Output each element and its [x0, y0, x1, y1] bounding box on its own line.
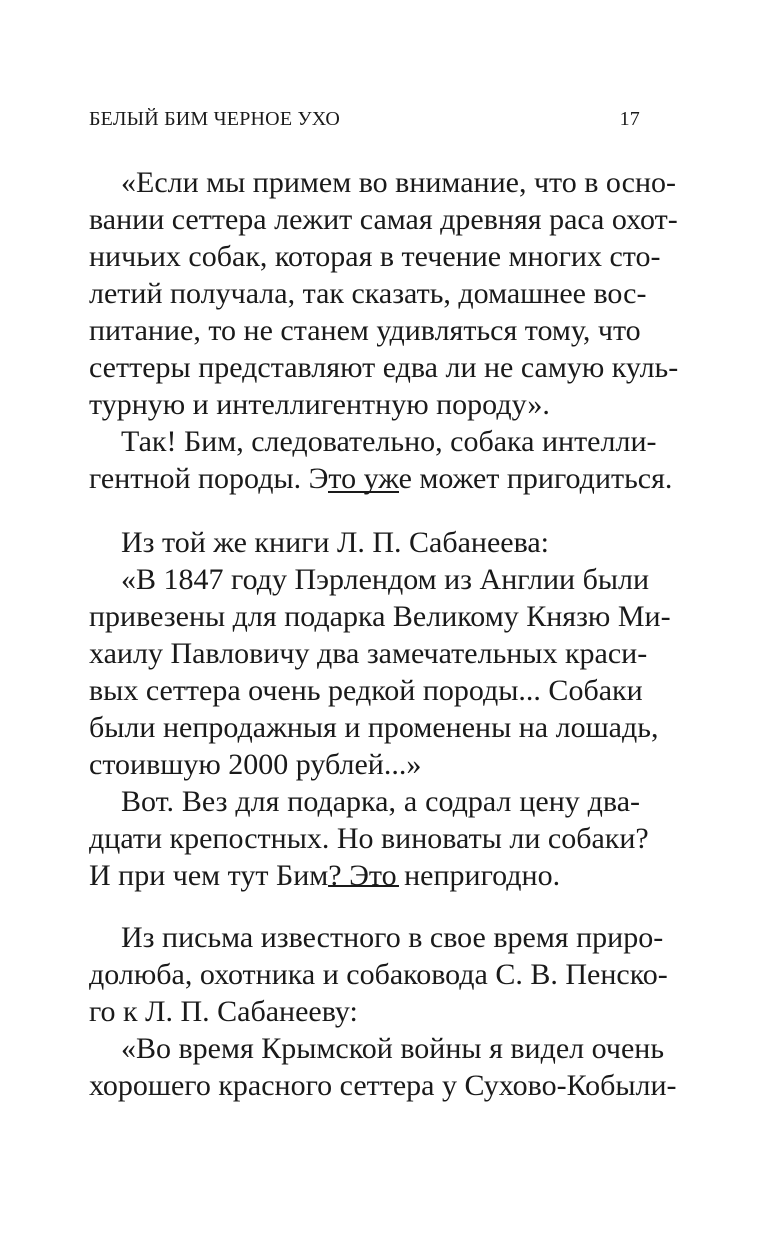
paragraph — [89, 524, 640, 561]
text-line: Из письма известного в свое время приро- — [121, 921, 664, 954]
text-line: Так! Бим, следовательно, собака интелли- — [121, 425, 657, 458]
paragraph — [89, 423, 673, 497]
paragraph — [89, 164, 679, 423]
text-line: хорошего красного сеттера у Сухово-Кобыли- — [89, 1069, 677, 1102]
text-line: долюба, охотника и собаковода С. В. Пенско- — [89, 958, 668, 991]
text-line: дцати крепостных. Но виноваты ли собаки? — [89, 822, 649, 855]
text-line: сеттеры представляют едва ли не самую куль- — [89, 351, 679, 384]
running-head — [89, 104, 640, 134]
book-title: БЕЛЫЙ БИМ ЧЕРНОЕ УХО — [89, 107, 341, 130]
text-line: были непродажныя и променены на лошадь, — [89, 711, 659, 744]
text-line: «Если мы примем во внимание, что в осно- — [121, 166, 677, 199]
paragraph — [89, 919, 668, 1030]
text-line: «Во время Крымской войны я видел очень — [121, 1032, 665, 1065]
paragraph — [89, 783, 649, 894]
section-1 — [89, 164, 679, 497]
text-line: гентной породы. Это уже может пригодиться. — [89, 462, 673, 495]
text-line: «В 1847 году Пэрлендом из Англии были — [121, 563, 650, 596]
section-divider — [328, 885, 399, 887]
text-line: го к Л. П. Сабанееву: — [89, 995, 358, 1028]
text-line: хаилу Павловичу два замечательных краси- — [89, 637, 648, 670]
text-line: вании сеттера лежит самая древняя раса охот- — [89, 203, 678, 236]
text-line: Из той же книги Л. П. Сабанеева: — [121, 526, 549, 559]
section-3 — [89, 919, 677, 1104]
section-2 — [89, 524, 671, 894]
text-line: привезены для подарка Великому Князю Ми- — [89, 600, 671, 633]
text-line: вых сеттера очень редкой породы... Собаки — [89, 674, 643, 707]
text-line: Вот. Вез для подарка, а содрал цену два- — [121, 785, 640, 818]
page-number: 17 — [619, 107, 640, 130]
text-line: питание, то не станем удивляться тому, что — [89, 314, 641, 347]
paragraph — [89, 561, 671, 783]
text-line: И при чем тут Бим? Это непригодно. — [89, 859, 561, 892]
text-line: стоившую 2000 рублей...» — [89, 748, 422, 781]
text-line: ничьих собак, которая в течение многих сто- — [89, 240, 661, 273]
paragraph — [89, 1030, 677, 1104]
section-divider — [328, 491, 399, 493]
text-line: летий получала, так сказать, домашнее вос- — [89, 277, 647, 310]
text-line: турную и интеллигентную породу». — [89, 388, 550, 421]
